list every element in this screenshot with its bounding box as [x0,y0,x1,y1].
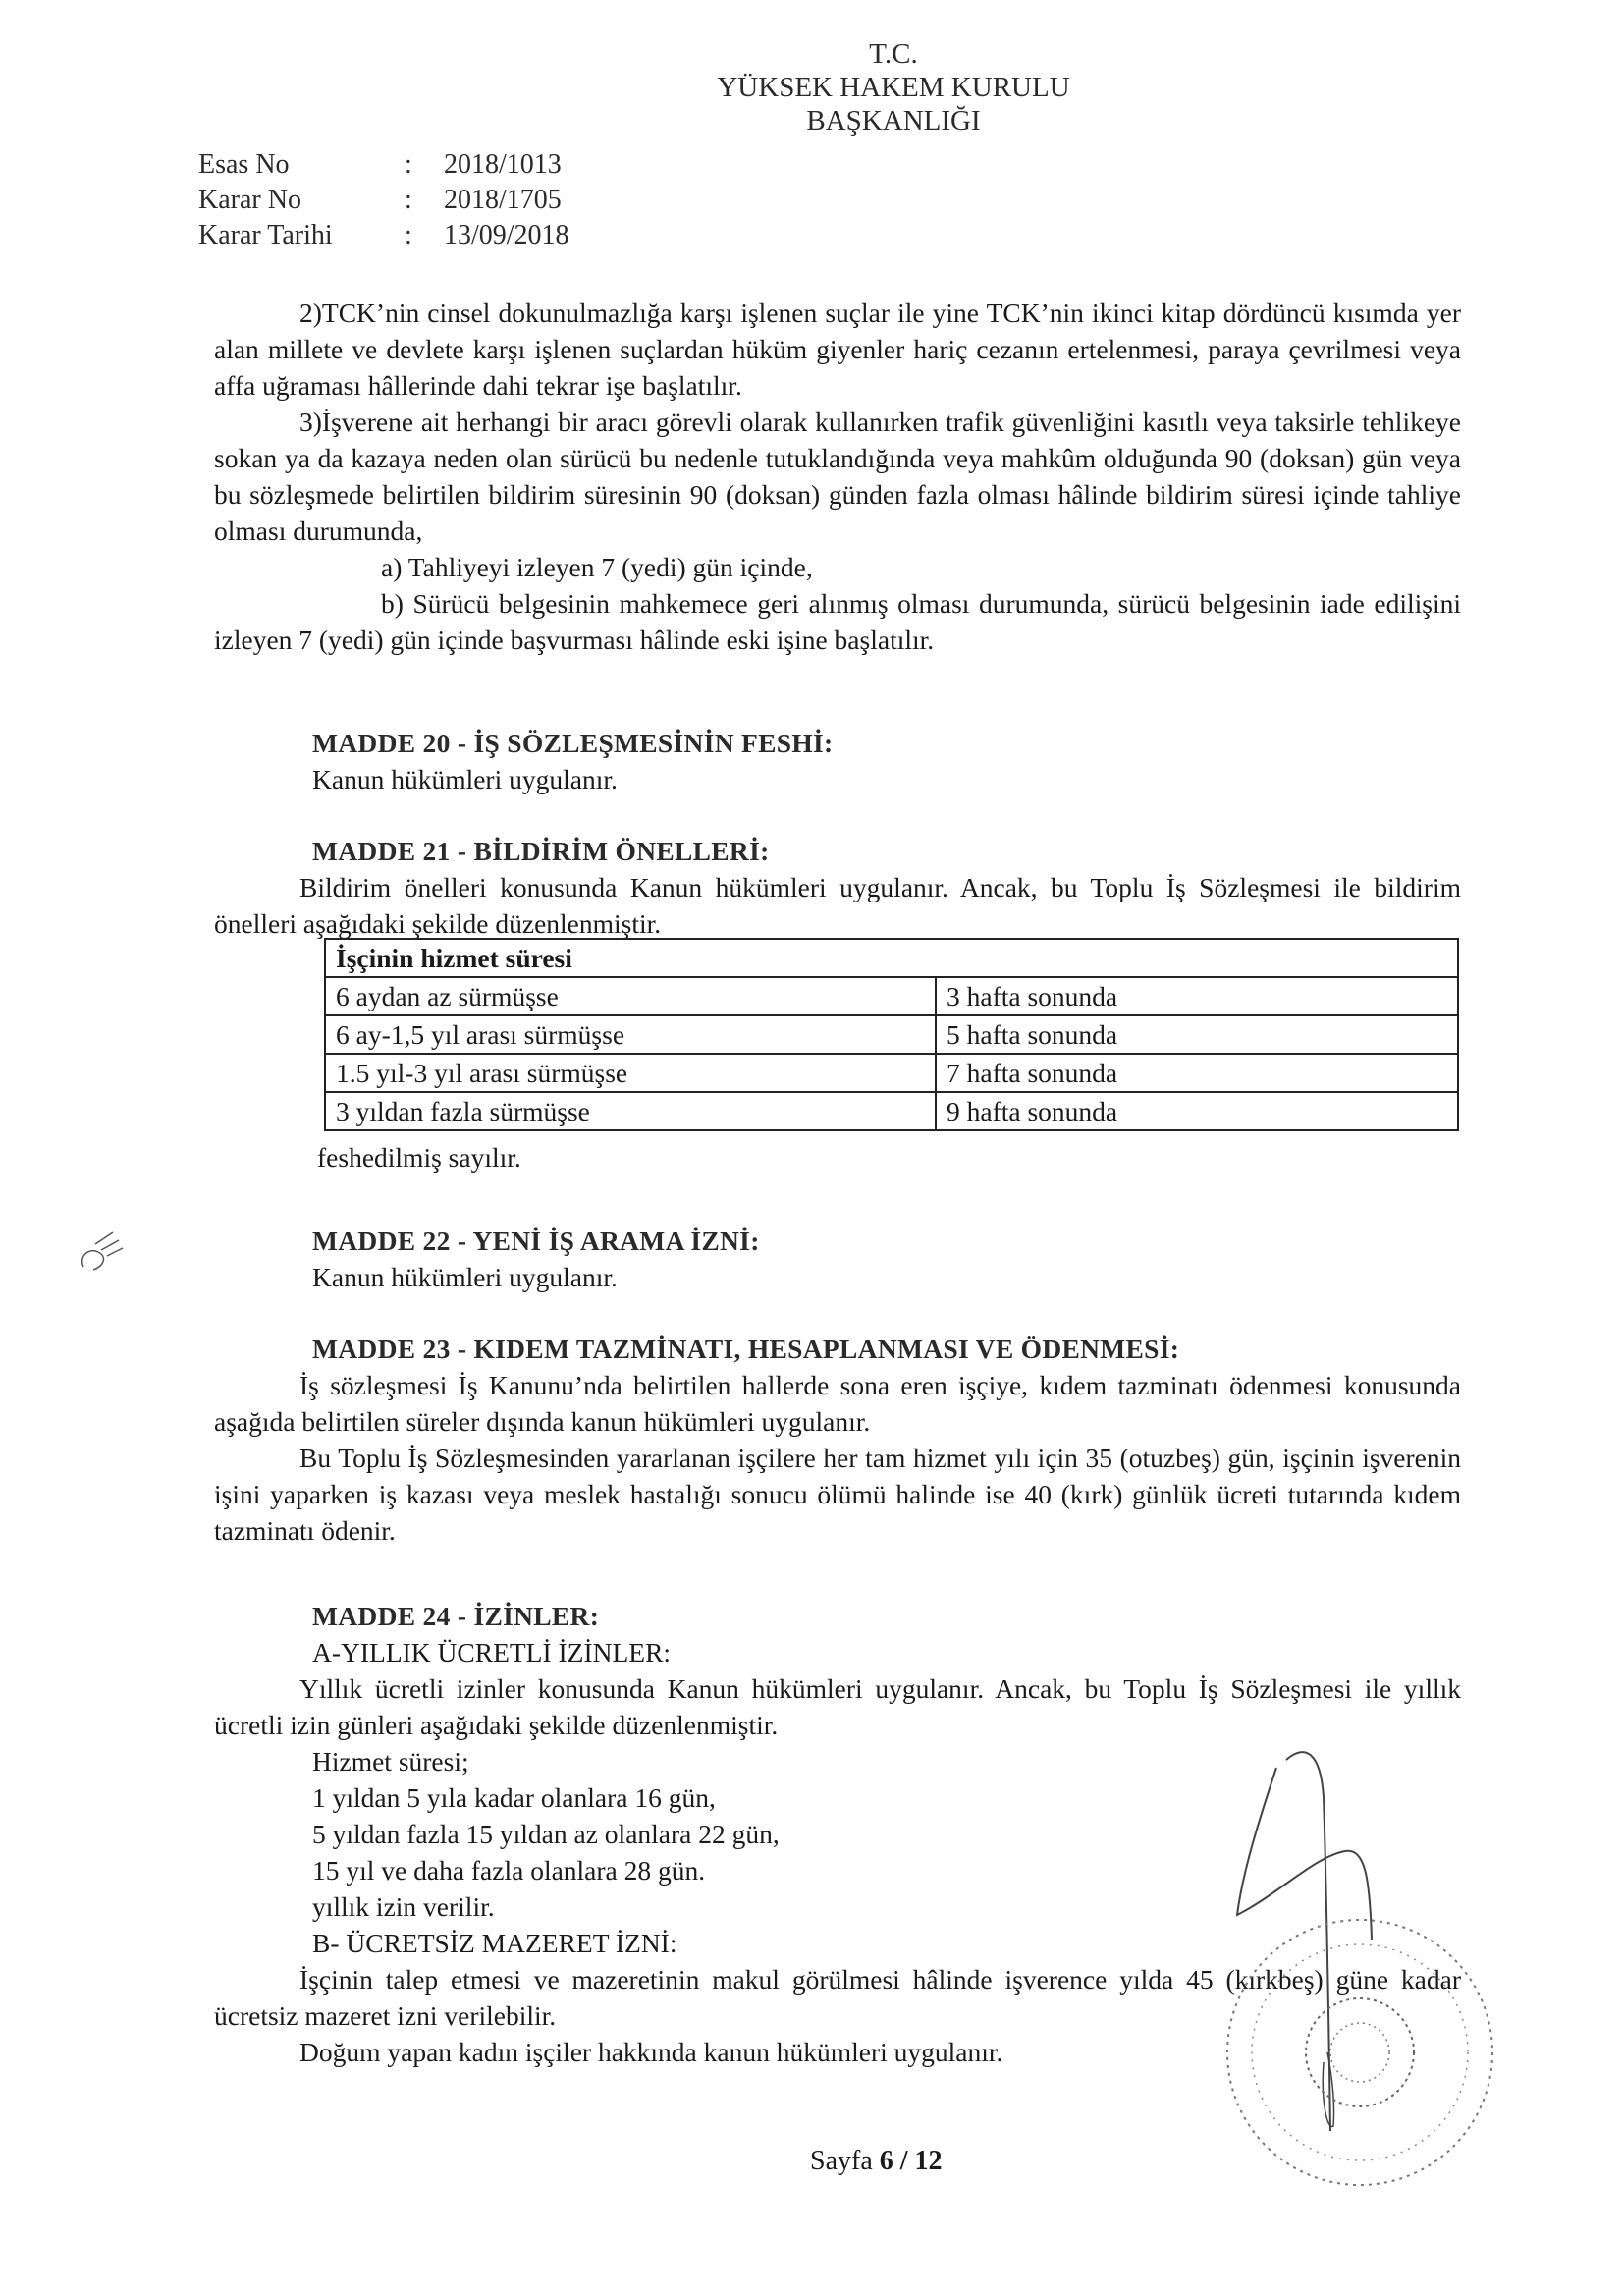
meta-label: Karar No [198,185,301,215]
table-cell-notice: 3 hafta sonunda [936,977,1458,1015]
table-cell-notice: 7 hafta sonunda [936,1054,1458,1092]
meta-colon: : [405,185,412,215]
table-row [325,1054,1458,1092]
paragraph-2: 2)TCK’nin cinsel dokunulmazlığa karşı işlenen suçlar ile yine TCK’nin ikinci kitap dördüncü kısımda yer alan millete ve devlete karşı işlenen suçlardan hüküm giyenler hariç cezanın ertelenmesi, paraya çevrilmesi veya affa uğraması hâllerinde dahi tekrar işe başlatılır. [214,298,1461,401]
madde-20-title: MADDE 20 - İŞ SÖZLEŞMESİNİN FESHİ: [312,728,834,758]
annual-leave-line: Hizmet süresi; [312,1746,469,1777]
table-cell-notice: 5 hafta sonunda [936,1015,1458,1054]
meta-row-esas [198,147,569,183]
page-footer [810,2146,943,2177]
meta-colon: : [405,220,412,250]
madde-21-title: MADDE 21 - BİLDİRİM ÖNELLERİ: [312,836,770,866]
madde-21-after [214,1139,1461,1175]
madde-23-title: MADDE 23 - KIDEM TAZMİNATI, HESAPLANMASI VE ÖDENMESİ: [312,1334,1180,1364]
table-header-row [325,939,1458,977]
madde-23 [214,1331,1461,1549]
table-cell-notice: 9 hafta sonunda [936,1092,1458,1130]
madde-24-a-text: Yıllık ücretli izinler konusunda Kanun hükümleri uygulanır. Ancak, bu Toplu İş Sözleşmesi ile yıllık ücretli izin günleri aşağıdaki şekilde düzenlenmiştir. [214,1673,1461,1740]
madde-22-title: MADDE 22 - YENİ İŞ ARAMA İZNİ: [312,1226,760,1256]
case-meta [198,147,569,253]
annual-leave-line: 15 yıl ve daha fazla olanlara 28 gün. [312,1855,706,1886]
table-row [325,977,1458,1015]
table-cell-duration: 3 yıldan fazla sürmüşse [325,1092,936,1130]
item-a: a) Tahliyeyi izleyen 7 (yedi) gün içinde, [381,552,813,582]
intro-section [214,295,1461,658]
table-header: İşçinin hizmet süresi [325,939,1458,977]
madde-22-text: Kanun hükümleri uygulanır. [312,1262,618,1292]
madde-23-p1: İş sözleşmesi İş Kanunu’nda belirtilen hallerde sona eren işçiye, kıdem tazminatı ödenmesi konusunda aşağıda belirtilen süreler dışında kanun hükümleri uygulanır. [214,1370,1461,1437]
madde-22 [214,1223,1461,1295]
table-cell-duration: 6 aydan az sürmüşse [325,977,936,1015]
meta-row-karar-tarihi [198,218,569,253]
meta-value: 13/09/2018 [444,220,569,250]
madde-24-b-title: B- ÜCRETSİZ MAZERET İZNİ: [312,1928,677,1958]
annual-leave-line: 5 yıldan fazla 15 yıldan az olanlara 22 gün, [312,1819,780,1849]
annual-leave-line: 1 yıldan 5 yıla kadar olanlara 16 gün, [312,1782,716,1813]
notice-period-table [324,938,1459,1131]
table-row [325,1015,1458,1054]
madde-20 [214,725,1461,797]
madde-21 [214,833,1461,942]
header-institution: YÜKSEK HAKEM KURULU [717,72,1070,103]
madde-21-after-text: feshedilmiş sayılır. [317,1142,521,1173]
madde-21-text: Bildirim önelleri konusunda Kanun hükümleri uygulanır. Ancak, bu Toplu İş Sözleşmesi ile bildirim önelleri aşağıdaki şekilde düzenlenmiştir. [214,872,1461,939]
table-cell-duration: 6 ay-1,5 yıl arası sürmüşse [325,1015,936,1054]
header-tc: T.C. [869,38,918,70]
meta-value: 2018/1705 [444,185,562,215]
madde-20-text: Kanun hükümleri uygulanır. [312,764,618,794]
madde-24-b-text2: Doğum yapan kadın işçiler hakkında kanun hükümleri uygulanır. [299,2037,1003,2067]
meta-label: Karar Tarihi [198,220,333,250]
meta-colon: : [405,149,412,180]
official-stamp-icon [1213,1905,1507,2200]
annual-leave-line: yıllık izin verilir. [312,1891,495,1922]
meta-value: 2018/1013 [444,149,562,180]
meta-row-karar-no [198,183,569,218]
madde-24-a-title: A-YILLIK ÜCRETLİ İZİNLER: [312,1637,672,1667]
madde-24-b-text: İşçinin talep etmesi ve mazeretinin makul görülmesi hâlinde işverence yılda 45 (kırkbeş) güne kadar ücretsiz mazeret izni verilebilir. [214,1964,1461,2031]
table-cell-duration: 1.5 yıl-3 yıl arası sürmüşse [325,1054,936,1092]
meta-label: Esas No [198,149,290,180]
page-number: 6 / 12 [879,2146,943,2176]
header-presidency: BAŞKANLIĞI [806,105,981,137]
madde-23-p2: Bu Toplu İş Sözleşmesinden yararlanan işçilere her tam hizmet yılı için 35 (otuzbeş) gün, işçinin işverenin işini yaparken iş kazası veya meslek hastalığı sonucu ölümü halinde ise 40 (kırk) günlük ücreti tutarında kıdem tazminatı ödenir. [214,1443,1461,1546]
madde-24-title: MADDE 24 - İZİNLER: [312,1601,600,1631]
table-row [325,1092,1458,1130]
page-label: Sayfa [810,2146,880,2176]
paragraph-3: 3)İşverene ait herhangi bir aracı görevli olarak kullanırken trafik güvenliğini kasıtlı veya taksirle tehlikeye sokan ya da kazaya neden olan sürücü bu nedenle tutuklandığında veya mahkûm olduğunda 90 (doksan) gün veya bu sözleşmede belirtilen bildirim süresinin 90 (doksan) günden fazla olması hâlinde bildirim süresi içinde tahliye olması durumunda, [214,407,1461,546]
initials-mark-icon [74,1223,133,1282]
item-b: b) Sürücü belgesinin mahkemece geri alınmış olması durumunda, sürücü belgesinin iade edilişini izleyen 7 (yedi) gün içinde başvurması hâlinde eski işine başlatılır. [214,588,1461,655]
